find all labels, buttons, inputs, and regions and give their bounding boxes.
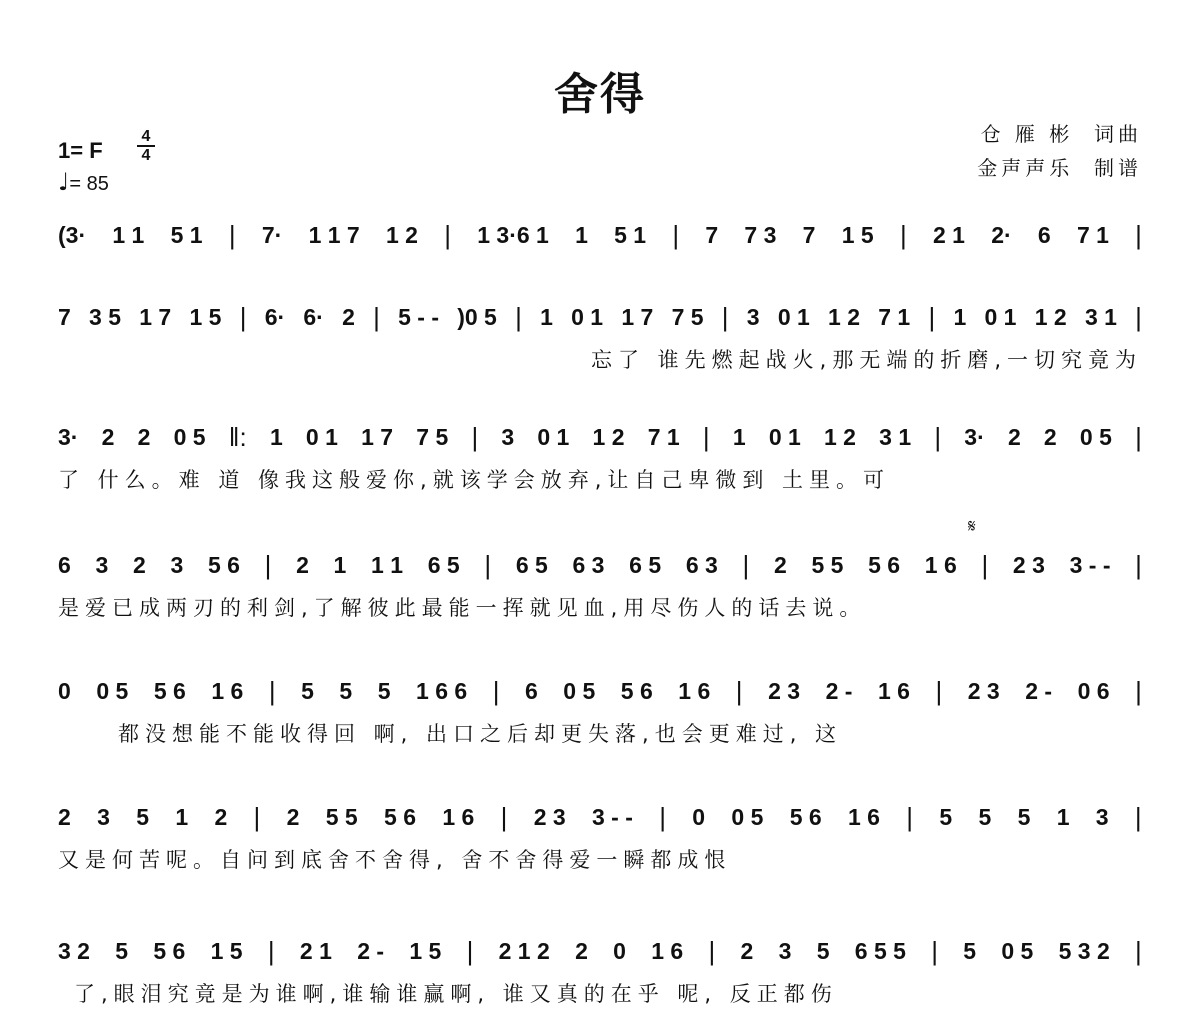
note-group: 5 <box>339 678 353 704</box>
barline: | <box>981 550 989 580</box>
barline: | <box>373 302 380 332</box>
note-group: 3 <box>95 552 109 578</box>
note-group: 5 1 <box>170 222 203 248</box>
note-group: 2 <box>773 552 787 578</box>
note-group: 1 2 <box>828 304 861 330</box>
barline: | <box>1135 302 1142 332</box>
notes-row <box>58 548 1142 582</box>
note-group: 6 5 <box>629 552 662 578</box>
lyrics-line: 了,眼泪究竟是为谁啊,谁输谁赢啊, 谁又真的在乎 呢, 反正都伤 <box>74 982 838 1006</box>
note-group: 7 3 <box>744 222 777 248</box>
note-group: 5 <box>963 938 977 964</box>
note-group: 2 1 <box>299 938 332 964</box>
note-group: 0 5 <box>1079 424 1112 450</box>
note-group: 1 6 <box>678 678 711 704</box>
note-group: 2 <box>137 424 151 450</box>
notes-row <box>58 218 1142 252</box>
note-group: 0 1 <box>984 304 1017 330</box>
note-group: 7 1 <box>1076 222 1109 248</box>
barline: | <box>239 302 247 332</box>
notes-row <box>58 934 1142 968</box>
note-group: 2 <box>132 552 146 578</box>
notes-row <box>58 300 1142 334</box>
note-group: 1 5 <box>841 222 874 248</box>
barline: | <box>1135 676 1142 706</box>
note-group: 0 1 <box>305 424 338 450</box>
barline: | <box>484 550 492 580</box>
barline: | <box>500 802 508 832</box>
note-group: 0 1 <box>537 424 570 450</box>
note-group: 1 1 <box>371 552 404 578</box>
barline: | <box>906 802 914 832</box>
barline: | <box>935 676 943 706</box>
note-group: 2 <box>101 424 115 450</box>
note-group: 5 6 <box>868 552 901 578</box>
note-group: 0 1 <box>768 424 801 450</box>
lyrics-line: 都没想能不能收得回 啊, 出口之后却更失落,也会更难过, 这 <box>118 722 843 746</box>
note-group: 2 <box>58 804 71 830</box>
note-group: 1 7 <box>139 304 172 330</box>
tempo-marking <box>58 168 109 196</box>
note-group: 5 <box>816 938 830 964</box>
key-signature: 1= F <box>58 138 103 163</box>
note-group: 5 5 <box>811 552 844 578</box>
note-group: 5 <box>377 678 391 704</box>
barline: | <box>1134 802 1142 832</box>
note-group: 5 3 2 <box>1058 938 1110 964</box>
note-group: 5 6 <box>384 804 417 830</box>
note-group: 2 - <box>357 938 385 964</box>
notes-row <box>58 800 1142 834</box>
note-group: 2 <box>214 804 228 830</box>
note-group: 2 <box>575 938 588 964</box>
note-group: 7 1 <box>647 424 680 450</box>
note-group: 3 <box>501 424 515 450</box>
barline: | <box>702 422 710 452</box>
note-group: 0 1 <box>571 304 604 330</box>
note-group: 1 2 <box>824 424 856 450</box>
note-group: 5 <box>136 804 150 830</box>
note-group: 0 5 <box>731 804 764 830</box>
note-group: 3 <box>746 304 760 330</box>
note-group: 3 <box>778 938 792 964</box>
note-group: 3 1 <box>1084 304 1117 330</box>
lyrics-line: 又是何苦呢。自问到底舍不舍得, 舍不舍得爱一瞬都成恨 <box>58 848 732 872</box>
barline: | <box>659 802 666 832</box>
note-group: 2 3 <box>1012 552 1045 578</box>
note-group: 2 3 <box>533 804 566 830</box>
note-group: 3 - - <box>1069 552 1111 578</box>
barline: | <box>1135 936 1142 966</box>
note-group: 6· <box>303 304 324 330</box>
note-group: 3 2 <box>58 938 90 964</box>
note-group: 3 <box>1095 804 1109 830</box>
note-group: 5 6 <box>620 678 653 704</box>
notes-row <box>58 674 1142 708</box>
note-group: 0 5 <box>563 678 596 704</box>
note-group: 3 1 <box>879 424 912 450</box>
time-signature-top: 4 <box>141 128 151 145</box>
quarter-note-icon: ♩ <box>58 168 70 196</box>
note-group: (3· <box>58 222 87 248</box>
note-group: 0 1 <box>777 304 810 330</box>
barline: | <box>1135 422 1142 452</box>
note-group: 1 <box>175 804 189 830</box>
note-group: )0 5 <box>457 304 497 330</box>
note-group: 2 <box>1043 424 1057 450</box>
barline: | <box>267 936 275 966</box>
note-group: 5 <box>301 678 314 704</box>
note-group: 2 <box>740 938 754 964</box>
note-group: 2 <box>296 552 309 578</box>
note-group: 5 <box>978 804 992 830</box>
barline: | <box>899 220 907 250</box>
note-group: 5 6 <box>153 678 186 704</box>
note-group: 1 <box>269 424 283 450</box>
note-group: 1 7 <box>621 304 654 330</box>
note-group: 1 1 7 <box>308 222 360 248</box>
note-group: 6 5 5 <box>854 938 906 964</box>
note-group: 6 3 <box>685 552 718 578</box>
note-group: 1 2 <box>385 222 418 248</box>
note-group: 0 5 <box>1001 938 1034 964</box>
note-group: 5 6 <box>207 552 240 578</box>
barline: | <box>1135 220 1142 250</box>
note-group: 3 5 <box>89 304 122 330</box>
note-group: 6 5 <box>427 552 460 578</box>
note-group: 3· <box>58 424 79 450</box>
note-group: 7· <box>261 222 283 248</box>
time-signature <box>137 128 155 164</box>
note-group: 1 6 <box>924 552 957 578</box>
barline: | <box>708 936 716 966</box>
lyrics-line: 忘了 谁先燃起战火,那无端的折磨,一切究竟为 <box>590 348 1142 372</box>
barline: | <box>515 302 522 332</box>
barline: | <box>264 550 272 580</box>
barline: | <box>253 802 261 832</box>
note-group: 1 5 <box>409 938 442 964</box>
note-group: 1 <box>540 304 553 330</box>
note-group: 6 3 <box>572 552 605 578</box>
note-group: 6 5 <box>515 552 548 578</box>
note-group: 1 6 <box>211 678 244 704</box>
note-group: 2· <box>991 222 1012 248</box>
note-group: 1 5 <box>210 938 243 964</box>
notes-row <box>58 420 1142 454</box>
note-group: 5 6 <box>153 938 186 964</box>
note-group: 1 2 <box>1034 304 1067 330</box>
barline: | <box>228 220 236 250</box>
note-group: 5 <box>939 804 953 830</box>
note-group: 1 1 <box>112 222 145 248</box>
barline: | <box>735 676 743 706</box>
note-group: 0 <box>58 678 71 704</box>
note-group: 3 <box>97 804 110 830</box>
note-group: 0 <box>613 938 626 964</box>
note-group: 3 <box>170 552 184 578</box>
note-group: 1 <box>333 552 347 578</box>
note-group: 0 5 <box>96 678 129 704</box>
lyrics-line: 是爱已成两刃的利剑,了解彼此最能一挥就见血,用尽伤人的话去说。 <box>58 596 867 620</box>
barline: | <box>268 676 276 706</box>
note-group: 3 - - <box>592 804 633 830</box>
lyrics-line: 了 什么。难 道 像我这般爱你,就该学会放弃,让自己卑微到 土里。可 <box>58 468 891 492</box>
note-group: 2 3 <box>967 678 1000 704</box>
barline: | <box>672 220 680 250</box>
note-group: 1 5 <box>189 304 222 330</box>
note-group: 2 - <box>1025 678 1053 704</box>
note-group: 2 3 <box>768 678 801 704</box>
note-group: 2 - <box>825 678 853 704</box>
note-group: 6 <box>58 552 71 578</box>
note-group: 6· <box>264 304 286 330</box>
note-group: 7 5 <box>671 304 704 330</box>
tempo-value: = 85 <box>69 173 109 195</box>
note-group: 1 <box>953 304 967 330</box>
barline: | <box>444 220 451 250</box>
note-group: 0 6 <box>1077 678 1110 704</box>
barline: | <box>934 422 942 452</box>
barline: | <box>471 422 479 452</box>
note-group: 1 6 <box>847 804 880 830</box>
barline: | <box>931 936 938 966</box>
note-group: 2 <box>342 304 355 330</box>
note-group: 7 <box>802 222 816 248</box>
note-group: 5 <box>115 938 129 964</box>
barline: | <box>721 302 729 332</box>
note-group: 1 6 6 <box>416 678 468 704</box>
note-group: 1 <box>732 424 746 450</box>
note-group: 1 3·6 1 <box>477 222 549 248</box>
note-group: 5 <box>1017 804 1031 830</box>
note-group: 7 <box>705 222 719 248</box>
note-group: 1 6 <box>651 938 684 964</box>
arranger-credit: 金声声乐 制谱 <box>977 156 1142 180</box>
time-signature-bottom: 4 <box>141 147 151 164</box>
note-group: 1 2 <box>592 424 625 450</box>
note-group: 2 1 2 <box>498 938 550 964</box>
note-group: 3· <box>964 424 985 450</box>
note-group: 5 6 <box>789 804 822 830</box>
note-group: 0 <box>692 804 706 830</box>
note-group: 1 6 <box>442 804 475 830</box>
note-group: 5 1 <box>614 222 647 248</box>
note-group: 0 5 <box>173 424 206 450</box>
note-group: 2 1 <box>932 222 965 248</box>
barline: ‖: <box>228 422 247 452</box>
barline: | <box>466 936 474 966</box>
barline: | <box>928 302 936 332</box>
note-group: 1 7 <box>361 424 394 450</box>
note-group: 1 <box>1056 804 1070 830</box>
note-group: 6 <box>524 678 538 704</box>
note-group: 5 - - <box>398 304 439 330</box>
note-group: 1 <box>575 222 588 248</box>
note-group: 2 <box>286 804 300 830</box>
note-group: 7 5 <box>416 424 449 450</box>
barline: | <box>492 676 500 706</box>
note-group: 1 6 <box>877 678 910 704</box>
note-group: 7 <box>58 304 71 330</box>
lyricist-composer-credit: 仓 雁 彬 词曲 <box>980 122 1142 146</box>
barline: | <box>1135 550 1142 580</box>
note-group: 5 5 <box>325 804 358 830</box>
note-group: 2 <box>1007 424 1021 450</box>
song-title: 舍得 <box>554 69 646 120</box>
note-group: 7 1 <box>878 304 911 330</box>
segno-icon: 𝄋 <box>968 516 976 537</box>
note-group: 6 <box>1037 222 1051 248</box>
barline: | <box>742 550 750 580</box>
